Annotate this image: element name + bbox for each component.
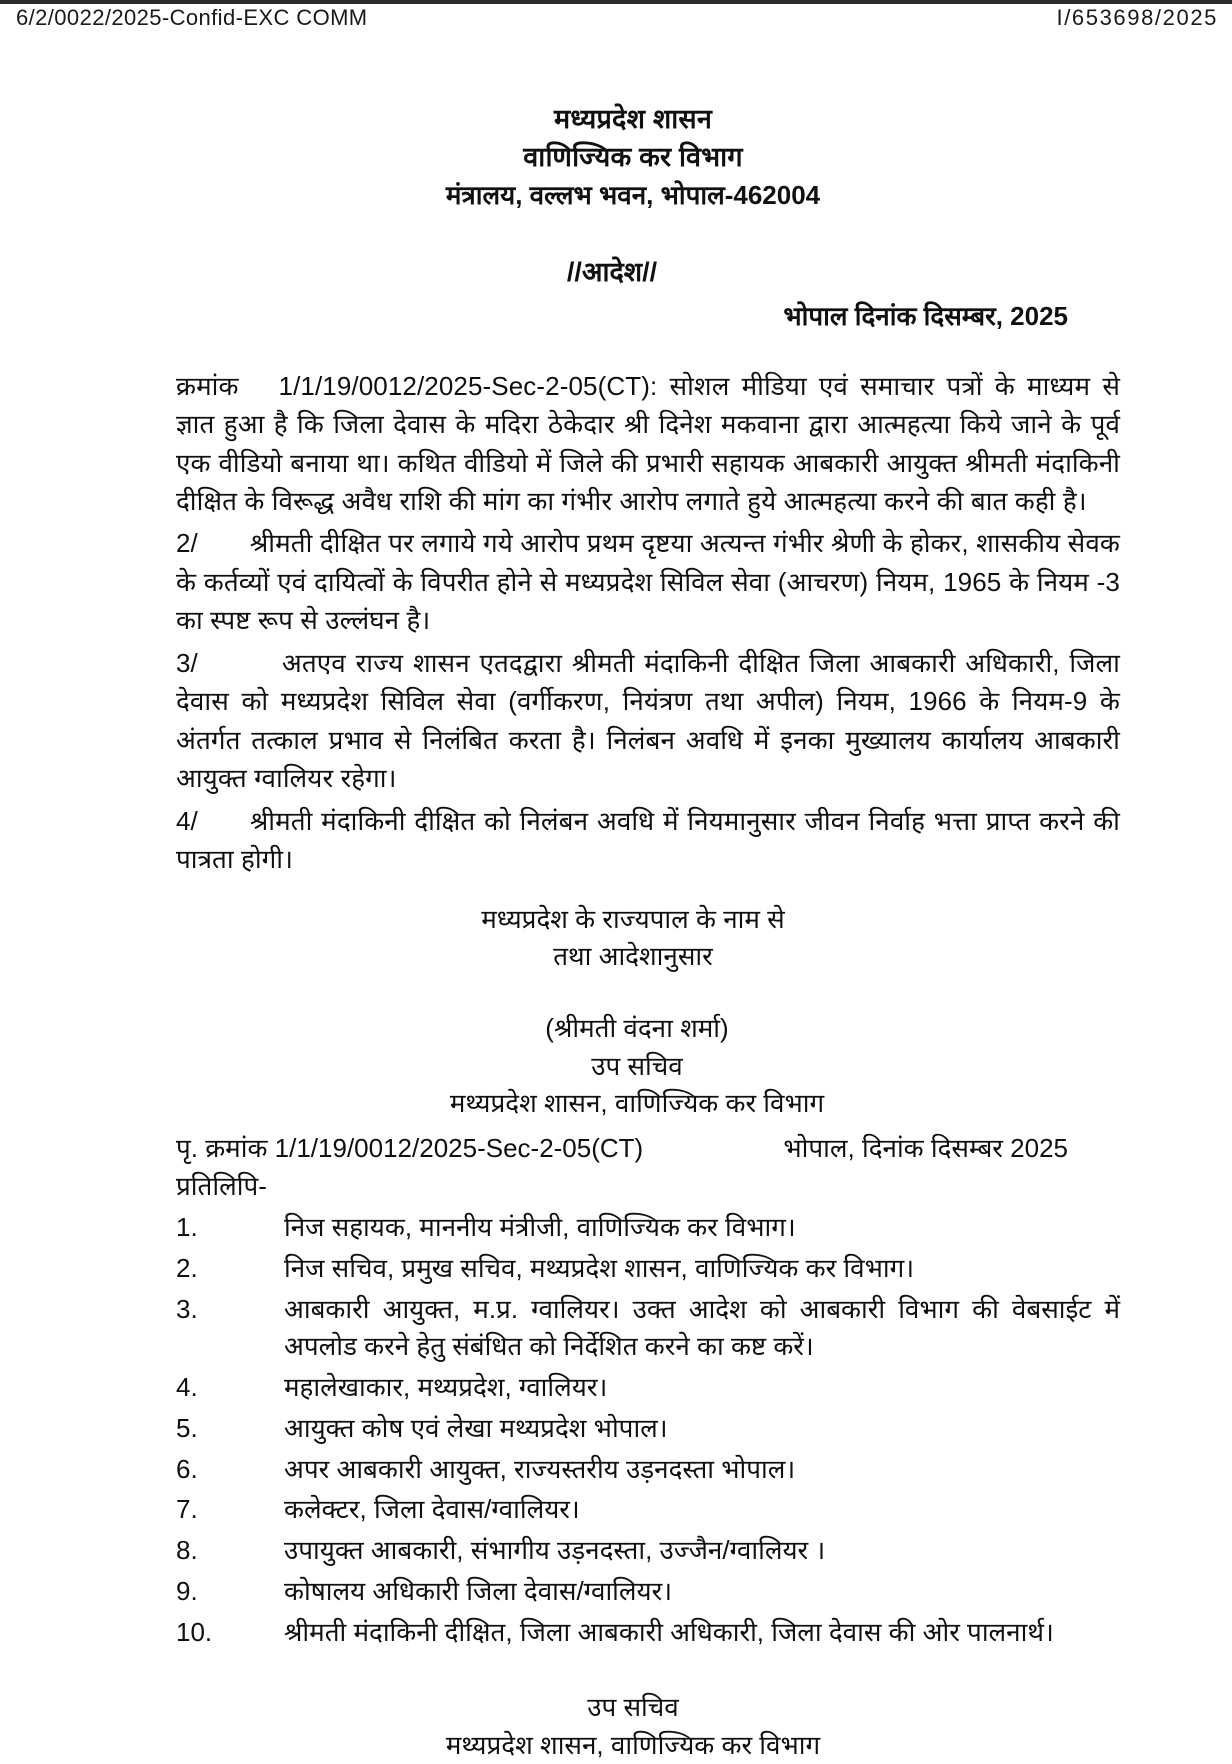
list-item-text: आबकारी आयुक्त, म.प्र. ग्वालियर। उक्त आदेश को आबकारी विभाग की वेबसाईट में अपलोड करने हेतु संबंधित को निर्देशित करने का कष्ट करें।: [284, 1293, 1120, 1361]
list-item: [176, 1451, 1120, 1488]
list-item-text: कलेक्टर, जिला देवास/ग्वालियर।: [284, 1494, 580, 1525]
list-item-number: 10.: [176, 1617, 213, 1648]
list-item: [176, 1369, 1120, 1406]
paragraph-1: [176, 367, 1120, 521]
footer-signature-block: [176, 1689, 1120, 1764]
order-date: भोपाल दिनांक दिसम्बर, 2025: [783, 300, 1068, 331]
paragraph-3-text: अतएव राज्य शासन एतदद्वारा श्रीमती मंदाकिनी दीक्षित जिला आबकारी अधिकारी, जिला देवास को मध्यप्रदेश सिविल सेवा (वर्गीकरण, नियंत्रण तथा अपील) नियम, 1966 के नियम-9 के अंतर्गत तत्काल प्रभाव से निलंबित करता है। निलंबन अवधि में इनका मुख्यालय कार्यालय आबकारी आयुक्त ग्वालियर रहेगा।: [176, 647, 1120, 794]
paragraph-4-text: श्रीमती मंदाकिनी दीक्षित को निलंबन अवधि में नियमानुसार जीवन निर्वाह भत्ता प्राप्त करने की पात्रता होगी।: [176, 805, 1120, 875]
government-name: मध्यप्रदेश शासन: [553, 104, 713, 134]
footer-designation: उप सचिव: [587, 1692, 679, 1723]
signatory-designation: उप सचिव: [591, 1050, 683, 1081]
by-order-line-1: मध्यप्रदेश के राज्यपाल के नाम से: [481, 903, 785, 934]
list-item-number: 1.: [176, 1212, 198, 1243]
list-item: [176, 1410, 1120, 1447]
paragraph-3-label: 3/: [176, 647, 198, 678]
list-item: [176, 1491, 1120, 1528]
department-address: मंत्रालय, वल्लभ भवन, भोपाल-462004: [445, 179, 821, 210]
by-order-line-2: तथा आदेशानुसार: [553, 941, 713, 972]
letterhead: [146, 100, 1120, 214]
list-item-text: आयुक्त कोष एवं लेखा मथ्यप्रदेश भोपाल।: [284, 1412, 668, 1443]
endorsement-date: भोपाल, दिनांक दिसम्बर 2025: [783, 1133, 1068, 1164]
list-item: [176, 1614, 1120, 1651]
list-item-number: 5.: [176, 1412, 198, 1443]
top-rule-divider: [0, 0, 1232, 4]
footer-department: मथ्यप्रदेश शासन, वाणिज्यिक कर विभाग: [445, 1729, 821, 1760]
endorsement-reference: पृ. क्रमांक 1/1/19/0012/2025-Sec-2-05(CT): [176, 1133, 644, 1164]
copy-to-label: प्रतिलिपि-: [176, 1171, 267, 1202]
list-item-text: उपायुक्त आबकारी, संभागीय उड़नदस्ता, उज्जैन/ग्वालियर ।: [284, 1535, 826, 1566]
paragraph-2-text: श्रीमती दीक्षित पर लगाये गये आरोप प्रथम दृष्टया अत्यन्त गंभीर श्रेणी के होकर, शासकीय सेवक के कर्तव्यों एवं दायित्वों के विपरीत होने से मध्यप्रदेश सिविल सेवा (आचरण) नियम, 1965 के नियम -3 का स्पष्ट रूप से उल्लंघन है।: [176, 528, 1120, 636]
paragraph-4: [176, 802, 1120, 879]
list-item-number: 6.: [176, 1453, 198, 1484]
paragraph-2-label: 2/: [176, 528, 198, 559]
list-item: [176, 1291, 1120, 1365]
endorsement-row: [176, 1129, 1120, 1165]
list-item-number: 3.: [176, 1293, 198, 1324]
document-body: [0, 100, 1232, 1764]
list-item: [176, 1532, 1120, 1569]
list-item-number: 7.: [176, 1494, 198, 1525]
list-item: [176, 1250, 1120, 1287]
list-item-text: अपर आबकारी आयुक्त, राज्यस्तरीय उड़नदस्ता भोपाल।: [284, 1453, 796, 1484]
list-item: [176, 1209, 1120, 1246]
signatory-name: (श्रीमती वंदना शर्मा): [545, 1013, 729, 1044]
signature-block: [176, 1010, 1120, 1123]
list-item-number: 8.: [176, 1535, 198, 1566]
order-heading: //आदेश//: [566, 256, 658, 287]
by-order-block: [176, 901, 1120, 976]
file-reference-right: I/653698/2025: [1056, 5, 1218, 30]
list-item-number: 2.: [176, 1253, 198, 1283]
list-item-text: निज सहायक, माननीय मंत्रीजी, वाणिज्यिक कर विभाग।: [284, 1212, 796, 1243]
paragraph-1-label: क्रमांक: [176, 370, 239, 401]
department-name: वाणिज्यिक कर विभाग: [523, 142, 743, 173]
reference-strip: [0, 5, 1232, 39]
signatory-department: मथ्यप्रदेश शासन, वाणिज्यिक कर विभाग: [449, 1088, 825, 1119]
file-reference-left: 6/2/0022/2025-Confid-EXC COMM: [16, 5, 368, 30]
paragraph-1-text: 1/1/19/0012/2025-Sec-2-05(CT): सोशल मीडिया एवं समाचार पत्रों के माध्यम से ज्ञात हुआ है कि जिला देवास के मदिरा ठेकेदार श्री दिनेश मकवाना द्वारा आत्महत्या किये जाने के पूर्व एक वीडियो बनाया था। कथित वीडियो में जिले की प्रभारी सहायक आबकारी आयुक्त श्रीमती मंदाकिनी दीक्षित के विरूद्ध अवैध राशि की मांग का गंभीर आरोप लगाते हुये आत्महत्या करने की बात कही है।: [176, 370, 1120, 516]
list-item-number: 9.: [176, 1576, 198, 1607]
list-item-text: महालेखाकार, मथ्यप्रदेश, ग्वालियर।: [284, 1371, 608, 1402]
paragraph-2: [176, 524, 1120, 639]
copy-distribution-list: [176, 1209, 1120, 1651]
list-item-number: 4.: [176, 1371, 198, 1402]
list-item-text: निज सचिव, प्रमुख सचिव, मथ्यप्रदेश शासन, वाणिज्यिक कर विभाग।: [284, 1253, 915, 1283]
list-item-text: कोषालय अधिकारी जिला देवास/ग्वालियर।: [284, 1576, 673, 1607]
list-item: [176, 1573, 1120, 1610]
list-item-text: श्रीमती मंदाकिनी दीक्षित, जिला आबकारी अधिकारी, जिला देवास की ओर पालनार्थ।: [284, 1617, 1054, 1648]
paragraph-3: [176, 644, 1120, 798]
paragraph-4-label: 4/: [176, 805, 198, 836]
